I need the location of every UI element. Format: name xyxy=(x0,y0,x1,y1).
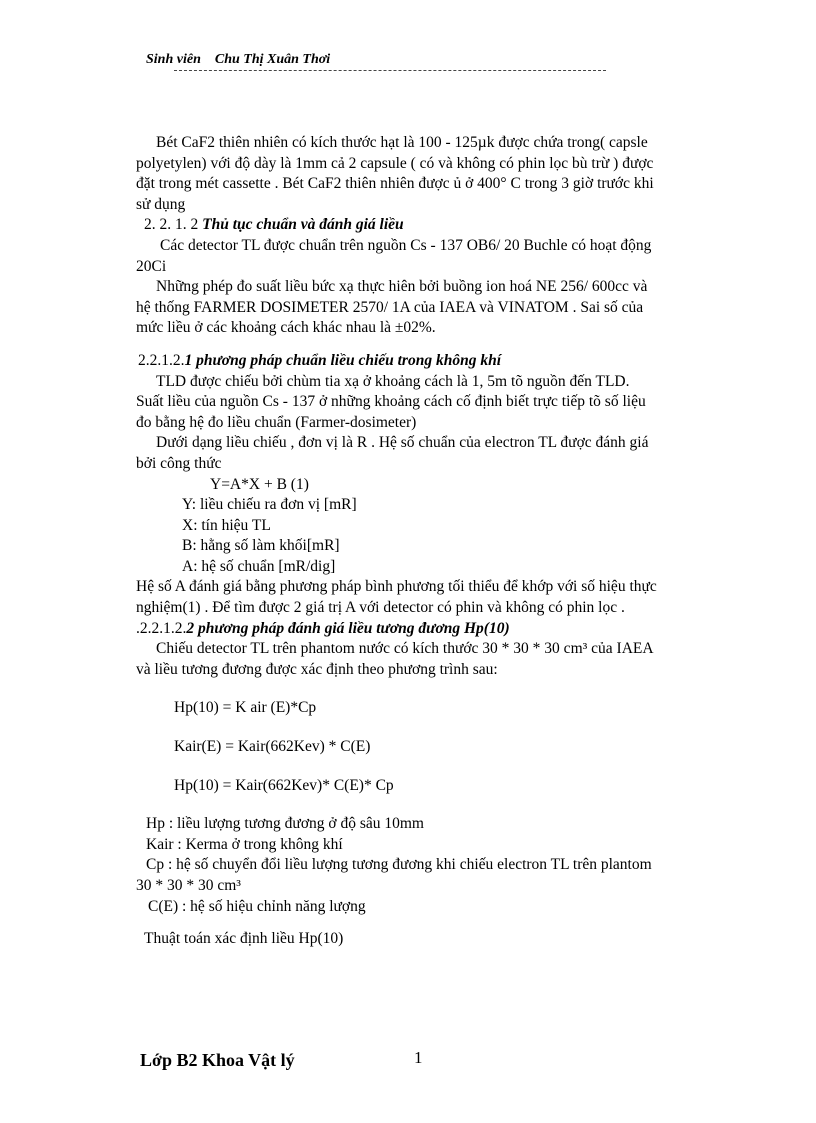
paragraph-line: sử dụng xyxy=(136,195,186,213)
paragraph-line: Chiếu detector TL trên phantom nước có kích thước 30 * 30 * 30 cm³ của IAEA xyxy=(156,640,654,658)
formula: Y=A*X + B (1) xyxy=(210,475,309,493)
page-header xyxy=(146,52,330,68)
paragraph-line: Hệ số A đánh giá bằng phương pháp bình phương tối thiểu để khớp với số hiệu thực xyxy=(136,578,657,596)
section-heading xyxy=(136,619,696,640)
paragraph-line: đo bằng hệ đo liều chuẩn (Farmer-dosimeter) xyxy=(136,413,417,431)
glossary-line: C(E) : hệ số hiệu chỉnh năng lượng xyxy=(148,897,366,915)
paragraph-line: Thuật toán xác định liều Hp(10) xyxy=(144,930,344,948)
section-heading xyxy=(136,215,696,236)
paragraph-line: polyetylen) với độ dày là 1mm cả 2 capsule ( có và không có phin lọc bù trừ ) được xyxy=(136,154,654,172)
paragraph-line: Dưới dạng liều chiếu , đơn vị là R . Hệ số chuẩn của electron TL được đánh giá xyxy=(156,434,649,452)
paragraph-line: bởi công thức xyxy=(136,454,222,472)
page-footer: Lớp B2 Khoa Vật lý xyxy=(140,1050,295,1070)
definition-line: Y: liều chiếu ra đơn vị [mR] xyxy=(182,496,357,514)
section-title: Thủ tục chuẩn và đánh giá liều xyxy=(202,216,404,234)
section-number: .2.2.1.2. xyxy=(136,619,187,637)
paragraph-line: đặt trong mét cassette . Bét CaF2 thiên nhiên được ủ ở 400° C trong 3 giờ trước khi xyxy=(136,175,654,193)
paragraph-line: và liều tương đương được xác định theo phương trình sau: xyxy=(136,660,498,678)
equation: Kair(E) = Kair(662Kev) * C(E) xyxy=(174,738,371,756)
definition-line: A: hệ số chuẩn [mR/dig] xyxy=(182,557,336,575)
paragraph-line: 20Ci xyxy=(136,257,167,275)
paragraph-line: TLD được chiếu bởi chùm tia xạ ở khoảng cách là 1, 5m tõ nguồn đến TLD. xyxy=(156,372,630,390)
paragraph-line: Bét CaF2 thiên nhiên có kích thước hạt là 100 - 125µk được chứa trong( capsle xyxy=(156,134,648,151)
equation: Hp(10) = K air (E)*Cp xyxy=(174,699,317,717)
section-heading xyxy=(136,351,696,372)
glossary-line: Hp : liều lượng tương đương ở độ sâu 10mm xyxy=(146,815,424,833)
header-divider xyxy=(174,70,606,71)
document-body xyxy=(136,133,696,950)
paragraph-line: Suất liều của nguồn Cs - 137 ở những khoảng cách cố định biết trực tiếp tõ số liệu xyxy=(136,393,646,411)
page-number: 1 xyxy=(414,1048,423,1067)
glossary-line: Cp : hệ số chuyển đổi liều lượng tương đương khi chiếu electron TL trên plantom xyxy=(146,856,652,874)
glossary-line: 30 * 30 * 30 cm³ xyxy=(136,877,241,894)
paragraph-line: Các detector TL được chuẩn trên nguồn Cs - 137 OB6/ 20 Buchle có hoạt động xyxy=(160,236,652,254)
definition-line: X: tín hiệu TL xyxy=(182,516,271,534)
header-name: Chu Thị Xuân Thơi xyxy=(214,52,331,67)
paragraph-line: hệ thống FARMER DOSIMETER 2570/ 1A của IAEA và VINATOM . Sai số của xyxy=(136,298,644,316)
header-label: Sinh viên xyxy=(146,52,201,67)
section-title: 1 phương pháp chuẩn liều chiếu trong không khí xyxy=(184,351,502,369)
glossary-line: Kair : Kerma ở trong không khí xyxy=(146,835,343,853)
section-title: 2 phương pháp đánh giá liều tương đương Hp(10) xyxy=(186,619,510,637)
equation: Hp(10) = Kair(662Kev)* C(E)* Cp xyxy=(174,776,394,794)
section-number: 2.2.1.2. xyxy=(138,351,185,369)
definition-line: B: hằng số làm khối[mR] xyxy=(182,537,340,555)
paragraph-line: Những phép đo suất liều bức xạ thực hiên bởi buồng ion hoá NE 256/ 600cc và xyxy=(156,278,648,296)
paragraph-line: nghiệm(1) . Để tìm được 2 giá trị A với detector có phin và không có phin lọc . xyxy=(136,599,625,617)
paragraph-line: mức liều ở các khoảng cách khác nhau là ±02%. xyxy=(136,319,436,337)
section-number: 2. 2. 1. 2 xyxy=(144,216,199,234)
